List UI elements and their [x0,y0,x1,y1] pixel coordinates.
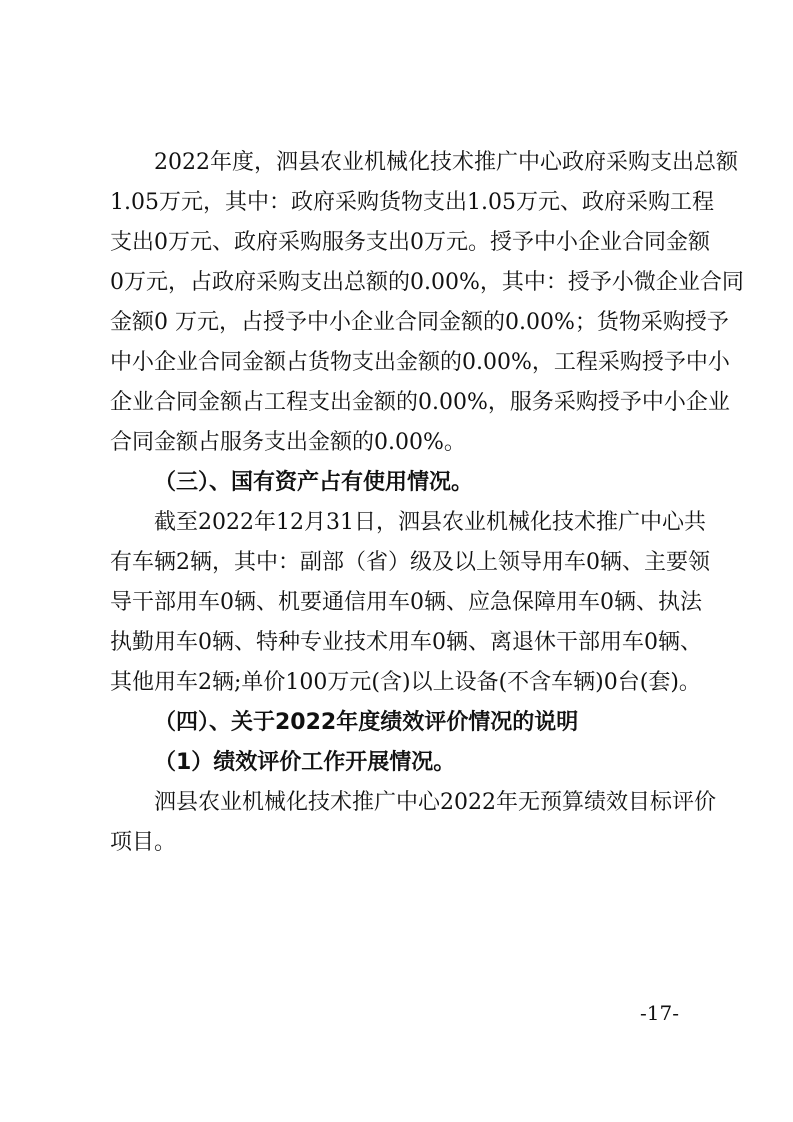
procurement-paragraph-line-5: 金额0 万元，占授予中小企业合同金额的0.00%；货物采购授予 [110,310,729,335]
procurement-paragraph-line-1: 2022年度，泗县农业机械化技术推广中心政府采购支出总额 [154,150,738,175]
assets-paragraph-line-5: 其他用车2辆;单价100万元(含)以上设备(不含车辆)0台(套)。 [110,670,701,695]
subsection-heading-performance-work: （1）绩效评价工作开展情况。 [154,750,456,775]
section-heading-performance: （四）、关于2022年度绩效评价情况的说明 [154,710,579,735]
performance-paragraph-line-1: 泗县农业机械化技术推广中心2022年无预算绩效目标评价 [154,790,716,815]
procurement-paragraph-line-3: 支出0万元、政府采购服务支出0万元。授予中小企业合同金额 [110,230,710,255]
procurement-paragraph-line-7: 企业合同金额占工程支出金额的0.00%，服务采购授予中小企业 [110,390,730,415]
procurement-paragraph-line-2: 1.05万元，其中：政府采购货物支出1.05万元、政府采购工程 [110,190,714,215]
performance-paragraph-line-2: 项目。 [110,830,177,855]
assets-paragraph-line-3: 导干部用车0辆、机要通信用车0辆、应急保障用车0辆、执法 [110,590,702,615]
section-heading-assets: （三）、国有资产占有使用情况。 [154,470,474,495]
page-number: -17- [640,1001,679,1025]
procurement-paragraph-line-4: 0万元，占政府采购支出总额的0.00%，其中：授予小微企业合同 [110,270,744,295]
assets-paragraph-line-2: 有车辆2辆，其中：副部（省）级及以上领导用车0辆、主要领 [110,550,710,575]
procurement-paragraph-line-6: 中小企业合同金额占货物支出金额的0.00%，工程采购授予中小 [110,350,730,375]
assets-paragraph-line-1: 截至2022年12月31日，泗县农业机械化技术推广中心共 [154,510,706,535]
assets-paragraph-line-4: 执勤用车0辆、特种专业技术用车0辆、离退休干部用车0辆、 [110,630,702,655]
procurement-paragraph-line-8: 合同金额占服务支出金额的0.00%。 [110,430,466,455]
